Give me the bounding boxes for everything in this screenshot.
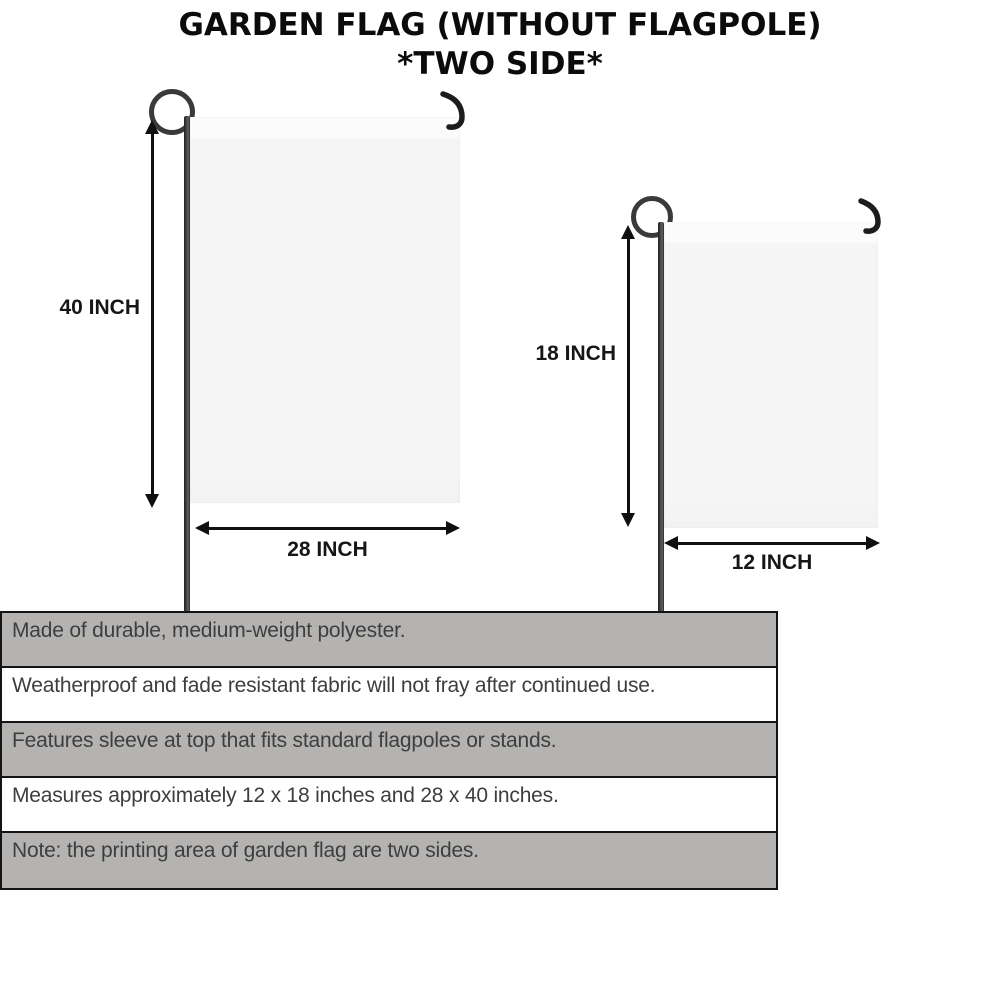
feature-table bbox=[0, 611, 778, 890]
page-title-line2: *TWO SIDE* bbox=[397, 46, 603, 82]
flagpole-hook-icon bbox=[855, 194, 885, 236]
arrowhead-down-icon bbox=[621, 513, 635, 527]
height-dimension-arrow-small bbox=[621, 225, 635, 527]
width-dimension-arrow-large bbox=[195, 521, 460, 535]
flagpole-hook-icon bbox=[437, 86, 469, 132]
arrowhead-right-icon bbox=[446, 521, 460, 535]
arrowhead-down-icon bbox=[145, 494, 159, 508]
arrow-line bbox=[205, 527, 450, 530]
page-title bbox=[0, 6, 1000, 84]
height-dimension-label-small: 18 INCH bbox=[535, 342, 616, 365]
arrowhead-right-icon bbox=[866, 536, 880, 550]
width-dimension-label-large: 28 INCH bbox=[287, 538, 368, 561]
small-flag bbox=[664, 222, 878, 528]
feature-row: Made of durable, medium-weight polyester. bbox=[2, 613, 776, 668]
width-dimension-label-small: 12 INCH bbox=[731, 551, 813, 574]
height-dimension-label-large: 40 INCH bbox=[59, 296, 140, 319]
feature-row: Note: the printing area of garden flag are two sides. bbox=[2, 833, 776, 888]
arrow-line bbox=[674, 542, 870, 545]
feature-row: Measures approximately 12 x 18 inches and 28 x 40 inches. bbox=[2, 778, 776, 833]
page-title-line1: GARDEN FLAG (WITHOUT FLAGPOLE) bbox=[178, 7, 822, 43]
arrow-line bbox=[151, 130, 154, 498]
arrow-line bbox=[627, 235, 630, 517]
height-dimension-arrow-large bbox=[145, 120, 159, 508]
feature-row: Features sleeve at top that fits standard flagpoles or stands. bbox=[2, 723, 776, 778]
width-dimension-arrow-small bbox=[664, 536, 880, 550]
feature-row: Weatherproof and fade resistant fabric will not fray after continued use. bbox=[2, 668, 776, 723]
large-flag bbox=[190, 117, 460, 503]
